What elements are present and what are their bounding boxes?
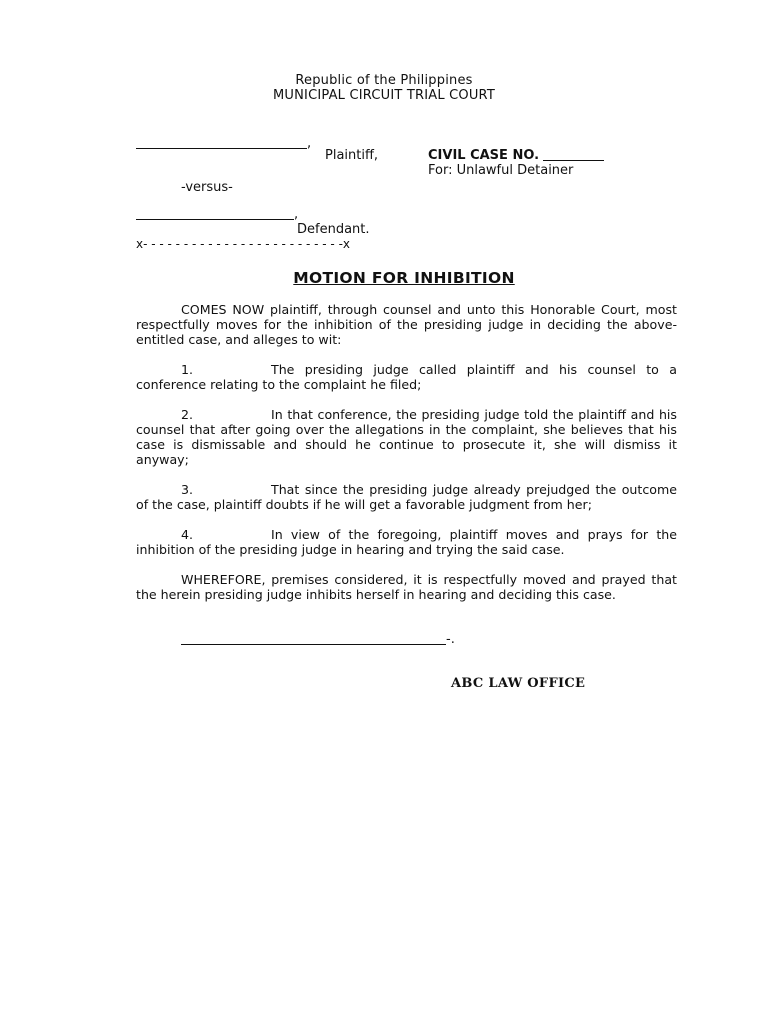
item-text: In that conference, the presiding judge told the plaintiff and his counsel that after going over the allegations in the complaint, she believes that his case is dismissable and should he continue to prosecute it, she will dismiss it anyway; — [136, 407, 677, 467]
item-number: 4. — [181, 527, 194, 542]
item-number: 1. — [181, 362, 194, 377]
item-text: In view of the foregoing, plaintiff moves and prays for the inhibition of the presiding judge in hearing and trying the said case. — [136, 527, 677, 557]
intro-text: COMES NOW plaintiff, through counsel and unto this Honorable Court, most respectfully moves for the inhibition of the presiding judge in deciding the above-entitled case, and alleges to wit: — [136, 302, 677, 347]
versus-label: -versus- — [181, 180, 233, 195]
wherefore-text: WHEREFORE, premises considered, it is respectfully moved and prayed that the herein presiding judge inhibits herself in hearing and deciding this case. — [136, 572, 677, 602]
header-court: MUNICIPAL CIRCUIT TRIAL COURT — [272, 88, 495, 103]
civil-case-label: CIVIL CASE NO. — [428, 148, 540, 163]
caption-divider: x- - - - - - - - - - - - - - - - - - - - - - - - -x — [136, 237, 351, 251]
case-number-blank-line — [543, 160, 604, 161]
item-number: 2. — [181, 407, 194, 422]
plaintiff-label: Plaintiff, — [325, 148, 379, 163]
plaintiff-comma: , — [307, 136, 312, 151]
allegation-item — [136, 362, 677, 392]
allegation-item — [136, 407, 677, 467]
defendant-comma: , — [294, 207, 299, 222]
defendant-label: Defendant. — [297, 222, 370, 237]
defendant-blank-line — [136, 219, 294, 220]
case-nature: For: Unlawful Detainer — [428, 163, 574, 178]
allegation-item — [136, 527, 677, 557]
date-blank-line — [181, 644, 446, 645]
document-title: MOTION FOR INHIBITION — [293, 269, 515, 287]
plaintiff-blank-line — [136, 148, 307, 149]
item-number: 3. — [181, 482, 194, 497]
allegation-item — [136, 482, 677, 512]
item-text: That since the presiding judge already prejudged the outcome of the case, plaintiff doubts if he will get a favorable judgment from her; — [136, 482, 677, 512]
intro-paragraph — [136, 302, 677, 347]
date-suffix: -. — [446, 632, 455, 647]
signatory-name: ABC LAW OFFICE — [451, 676, 586, 691]
item-text: The presiding judge called plaintiff and his counsel to a conference relating to the complaint he filed; — [136, 362, 677, 392]
header-republic: Republic of the Philippines — [295, 73, 473, 88]
wherefore-paragraph — [136, 572, 677, 602]
